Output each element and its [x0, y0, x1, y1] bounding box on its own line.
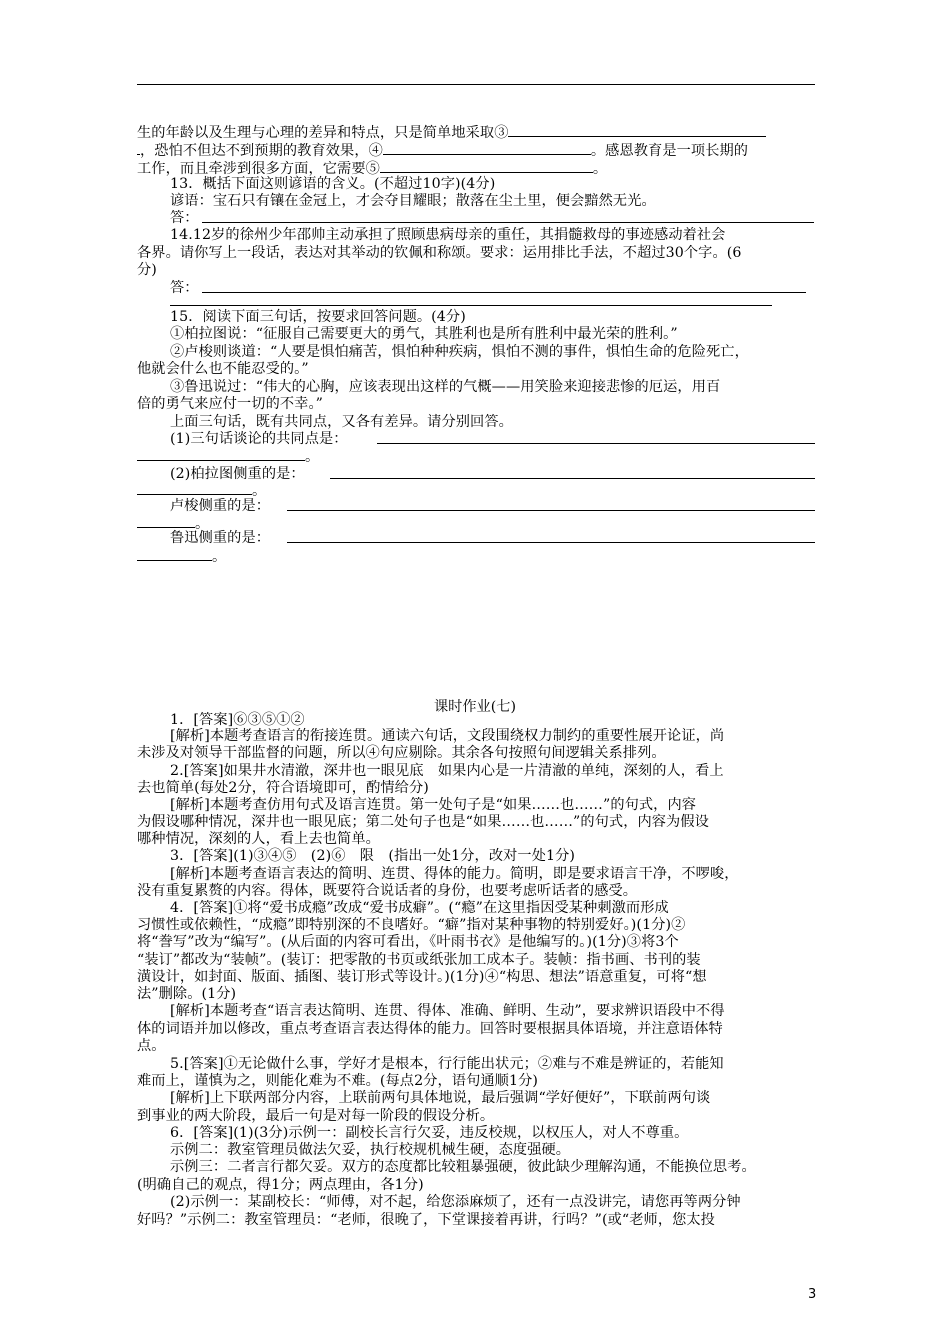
q14-answer-line-2[interactable] — [170, 305, 772, 306]
answer-line: 点。 — [137, 1038, 166, 1054]
answer-line: 好吗？”示例二：教室管理员：“老师，很晚了，下堂课接着再讲，行吗？”(或“老师，您太投 — [137, 1212, 715, 1228]
answer-line: 6．[答案](1)(3分)示例一：副校长言行欠妥，违反校规，以权压人，对人不尊重。 — [170, 1125, 689, 1141]
text-line: 。 — [137, 547, 817, 566]
answer-line: 难而上，谨慎为之，则能化难为不难。(每点2分，语句通顺1分) — [137, 1073, 538, 1089]
q15-sentence-1: ①柏拉图说：“征服自己需要更大的勇气，其胜利也是所有胜利中最光荣的胜利。” — [170, 326, 678, 342]
text-line: 他就会什么也不能忍受的。” — [137, 361, 309, 377]
answer-line: 2.[答案]如果井水清澈，深井也一眼见底 如果内心是一片清澈的单纯，深刻的人，看上 — [170, 763, 724, 779]
answer-line: “装订”都改为“装帧”。(装订：把零散的书页或纸张加工成本子。装帧：指书画、书刊的装 — [137, 952, 701, 968]
text-line: 。 — [137, 481, 817, 500]
text-line: 倍的勇气来应付一切的不幸。” — [137, 396, 323, 412]
header-rule — [137, 84, 815, 85]
answer-line: 4．[答案]①将“爱书成瘾”改成“爱书成癖”。(“瘾”在这里指因受某种刺激而形成 — [170, 900, 669, 916]
q15-p4-line[interactable] — [287, 542, 815, 543]
text-line: 工作，而且牵涉到很多方面，它需要⑤ 。 — [137, 161, 608, 177]
answer-line: 示例三：二者言行都欠妥。双方的态度都比较粗暴强硬，彼此缺少理解沟通，不能换位思考。 — [170, 1159, 756, 1175]
answer-line: 将“誊写”改为“编写”。(从后面的内容可看出，《叶雨书衣》是他编写的。)(1分)③将3个 — [137, 934, 679, 950]
answer-line: 5.[答案]①无论做什么事，学好才是根本，行行能出状元；②难与不难是辨证的，若能知 — [170, 1056, 724, 1072]
q15-p1-line-cont[interactable] — [137, 447, 305, 461]
answer-line: (2)示例一：某副校长：“师傅，对不起，给您添麻烦了，还有一点没讲完，请您再等两分钟 — [170, 1194, 741, 1210]
q14-answer-label: 答： — [170, 280, 199, 296]
q15-intro: 上面三句话，既有共同点，又各有差异。请分别回答。 — [170, 414, 513, 430]
answer-line: 法”删除。(1分) — [137, 986, 237, 1002]
q15-p4-line-cont[interactable] — [137, 547, 212, 561]
question-14: 14.12岁的徐州少年邵帅主动承担了照顾患病母亲的重任，其捐髓救母的事迹感动着社会 — [170, 227, 726, 243]
answer-line: [解析]本题考查仿用句式及语言连贯。第一处句子是“如果……也……”的句式，内容 — [170, 797, 697, 813]
answer-line: 哪种情况，深刻的人，看上去也简单。 — [137, 831, 380, 847]
q13-answer-line[interactable] — [202, 222, 814, 223]
q14-answer-line-1[interactable] — [202, 292, 806, 293]
q13-proverb: 谚语：宝石只有镶在金冠上，才会夺目耀眼；散落在尘土里，便会黯然无光。 — [170, 193, 656, 209]
text-line: ，恐怕不但达不到预期的教育效果，④ 。感恩教育是一项长期的 — [137, 141, 817, 160]
q15-p2-line[interactable] — [330, 478, 815, 479]
page-number: 3 — [808, 1287, 817, 1302]
answer-line: 没有重复累赘的内容。得体，既要符合说话者的身份，也要考虑听话者的感受。 — [137, 883, 638, 899]
answer-line: 为假设哪种情况，深井也一眼见底；第二处句子也是“如果……也……”的句式，内容为假设 — [137, 814, 709, 830]
answer-line: [解析]本题考查语言表达的简明、连贯、得体的能力。简明，即是要求语言干净，不啰唆， — [170, 866, 739, 882]
text-line: 。 — [137, 447, 817, 466]
fill-blank-3[interactable] — [508, 123, 766, 137]
answer-line: (明确自己的观点，得1分；两点理由，各1分) — [137, 1177, 424, 1193]
answer-line: [解析]本题考查“语言表达简明、连贯、得体、准确、鲜明、生动”，要求辨识语段中不得 — [170, 1003, 725, 1019]
fill-blank-5[interactable] — [380, 159, 593, 173]
text-line: 各界。请你写上一段话，表达对其举动的钦佩和称颂。要求：运用排比手法，不超过30个字。(6 — [137, 245, 742, 261]
answer-line: 3．[答案](1)③④⑤ (2)⑥ 限 (指出一处1分，改对一处1分) — [170, 848, 576, 864]
text-line: 生的年龄以及生理与心理的差异和特点，只是简单地采取③ — [137, 123, 817, 142]
answer-line: 1．[答案]⑥③⑤①② — [170, 712, 305, 728]
answer-line: 潢设计，如封面、版面、插图、装订形式等设计。)(1分)④“构思、想法”语意重复，可将“想 — [137, 969, 707, 985]
answer-line: 示例二：教室管理员做法欠妥，执行校规机械生硬，态度强硬。 — [170, 1142, 571, 1158]
q15-part-2: (2)柏拉图侧重的是： — [170, 466, 305, 482]
q15-p1-line[interactable] — [377, 443, 815, 444]
q15-p3-line[interactable] — [287, 510, 815, 511]
answer-line: [解析]本题考查语言的衔接连贯。通读六句话，文段围绕权力制约的重要性展开论证，尚 — [170, 728, 725, 744]
question-15: 15．阅读下面三句话，按要求回答问题。(4分) — [170, 309, 466, 325]
q15-p3-line-cont[interactable] — [137, 514, 195, 528]
q13-answer-label: 答： — [170, 210, 199, 226]
q15-p2-line-cont[interactable] — [137, 481, 252, 495]
q15-sentence-2: ②卢梭则谈道：“人要是惧怕痛苦，惧怕种种疾病，惧怕不测的事件，惧怕生命的危险死亡， — [170, 344, 749, 360]
answer-line: 体的词语并加以修改，重点考查语言表达得体的能力。回答时要根据具体语境，并注意语体特 — [137, 1021, 723, 1037]
text-line: 。 — [137, 514, 817, 533]
answer-line: 去也简单(每处2分，符合语境即可，酌情给分) — [137, 780, 429, 796]
answers-title: 课时作业(七) — [433, 699, 516, 715]
q15-part-3: 卢梭侧重的是： — [170, 498, 271, 514]
answer-line: [解析]上下联两部分内容，上联前两句具体地说，最后强调“学好便好”，下联前两句谈 — [170, 1090, 711, 1106]
answer-line: 未涉及对领导干部监督的问题，所以④句应剔除。其余各句按照句间逻辑关系排列。 — [137, 745, 666, 761]
fill-blank-4[interactable] — [383, 141, 591, 155]
q15-sentence-3: ③鲁迅说过：“伟大的心胸，应该表现出这样的气概——用笑脸来迎接悲惨的厄运，用百 — [170, 379, 721, 395]
question-13: 13．概括下面这则谚语的含义。(不超过10字)(4分) — [170, 176, 496, 192]
q15-part-4: 鲁迅侧重的是： — [170, 530, 271, 546]
answer-line: 习惯性或依赖性，“成瘾”即特别深的不良嗜好。“癖”指对某种事物的特别爱好。)(1分)② — [137, 917, 686, 933]
text-line: 分) — [137, 262, 157, 278]
q15-part-1: (1)三句话谈论的共同点是： — [170, 431, 348, 447]
answer-line: 到事业的两大阶段，最后一句是对每一阶段的假设分析。 — [137, 1108, 495, 1124]
